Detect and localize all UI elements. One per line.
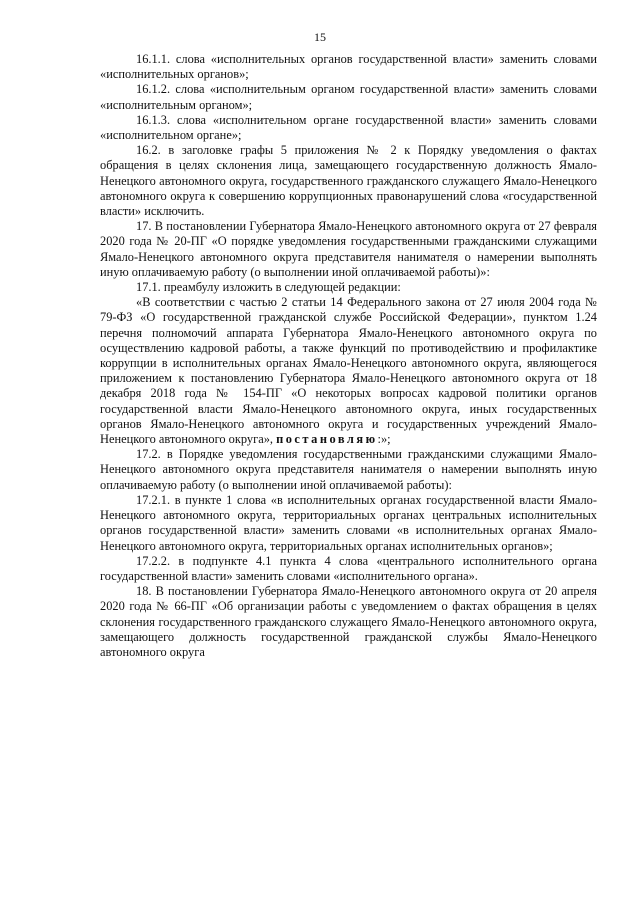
paragraph-18: 18. В постановлении Губернатора Ямало-Ненецкого автономного округа от 20 апреля 2020 года № 66-ПГ «Об организации работы с уведомлением о фактах обращения в целях склонения государственного гражданского служащего Ямало-Ненецкого автономного округа, замещающего должность государственной гражданской службы Ямало-Ненецкого автономного округа [100,584,597,659]
paragraph-16-1-2: 16.1.2. слова «исполнительным органом государственной власти» заменить словами «исполнительным органом»; [100,82,597,112]
document-body [100,52,597,660]
page-number: 15 [314,30,326,44]
paragraph-17: 17. В постановлении Губернатора Ямало-Ненецкого автономного округа от 27 февраля 2020 года № 20-ПГ «О порядке уведомления государственными гражданскими служащими Ямало-Ненецкого автономного округа представителя нанимателя о намерении выполнять иную оплачиваемую работу (о выполнении иной оплачиваемой работы)»: [100,219,597,279]
paragraph-16-1-3: 16.1.3. слова «исполнительном органе государственной власти» заменить словами «исполнительном органе»; [100,112,597,143]
paragraph-16-2: 16.2. в заголовке графы 5 приложения № 2 к Порядку уведомления о фактах обращения в целях склонения лица, замещающего государственную должность Ямало-Ненецкого автономного округа, государственного гражданского служащего Ямало-Ненецкого автономного округа к совершению коррупционных правонарушений слова «государственной власти» исключить. [100,143,597,219]
paragraph-16-1-1: 16.1.1. слова «исполнительных органов государственной власти» заменить словами «исполнительных органов»; [100,52,597,82]
preamble-emphasis: постановляю [276,432,378,447]
paragraph-17-2-1: 17.2.1. в пункте 1 слова «в исполнительных органах государственной власти Ямало-Ненецкого автономного округа, территориальных органах центральных исполнительных органов государственной власти» заменить словами «в исполнительных органах Ямало-Ненецкого автономного округа, территориальных органах исполнительных органов»; [100,492,597,553]
paragraph-17-1: 17.1. преамбулу изложить в следующей редакции: [136,280,401,295]
preamble-quote-text: «В соответствии с частью 2 статьи 14 Федерального закона от 27 июля 2004 года № 79-ФЗ «О государственной гражданской службе Российской Федерации», пунктом 1.24 перечня полномочий аппарата Губернатора Ямало-Ненецкого автономного округа по осуществлению кадровой работы, а также функций по противодействию и профилактике коррупции в исполнительных органах Ямало-Ненецкого автономного округа, являющегося приложением к постановлению Губернатора Ямало-Ненецкого автономного округа от 18 декабря 2018 года № 154-ПГ «О некоторых вопросах кадровой политики органов государственной власти Ямало-Ненецкого автономного округа, иных государственных органов Ямало-Ненецкого автономного округа и государственных учреждений Ямало-Ненецкого автономного округа», [100,295,597,447]
paragraph-17-2-2: 17.2.2. в подпункте 4.1 пункта 4 слова «центрального исполнительного органа государственной власти» заменить словами «исполнительного органа». [100,553,597,583]
preamble-tail: :»; [377,432,391,447]
paragraph-preamble-quote [100,295,597,447]
paragraph-17-2: 17.2. в Порядке уведомления государственными гражданскими служащими Ямало-Ненецкого автономного округа представителя нанимателя о намерении выполнять иную оплачиваемую работу (о выполнении иной оплачиваемой работы): [100,447,597,492]
